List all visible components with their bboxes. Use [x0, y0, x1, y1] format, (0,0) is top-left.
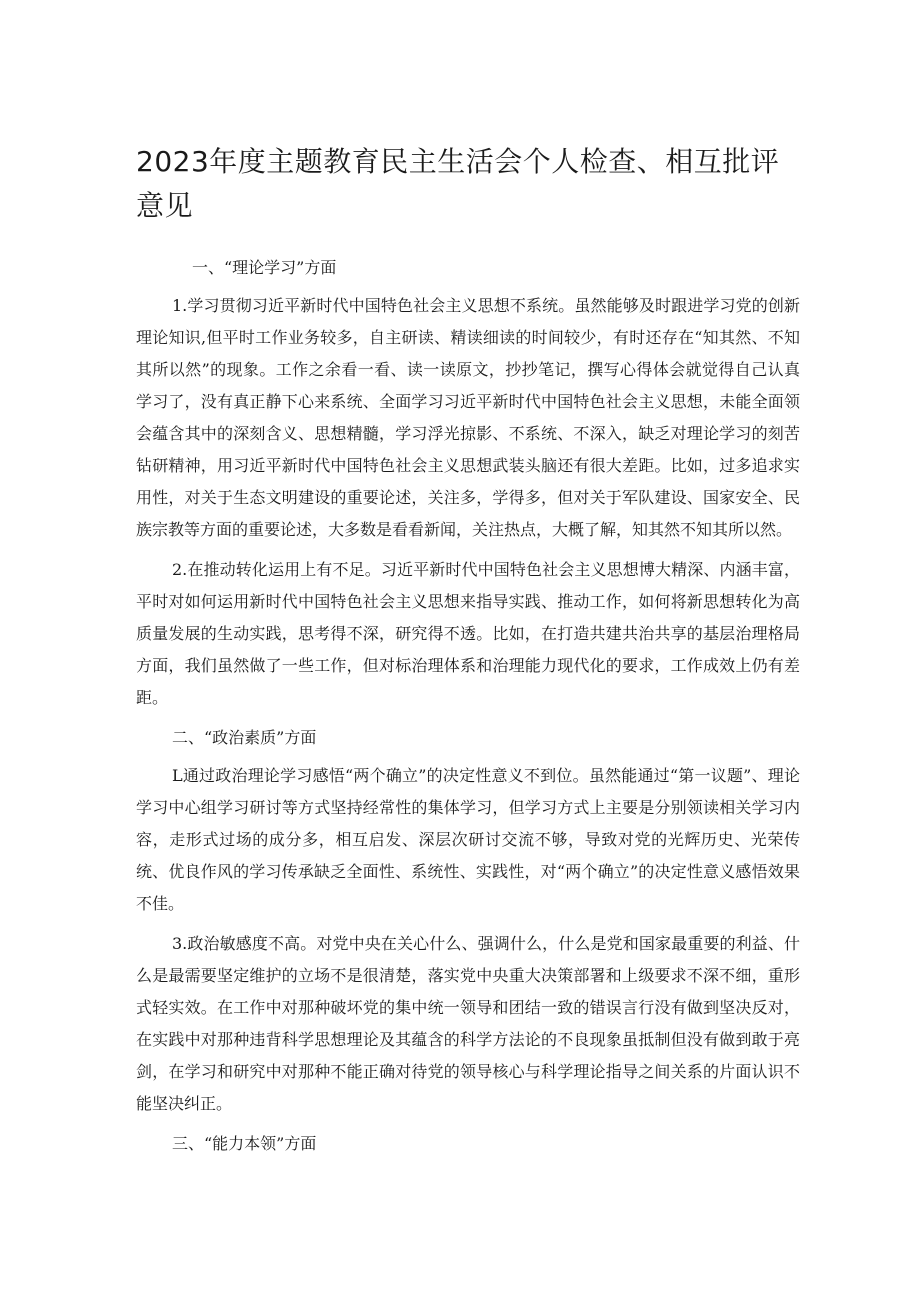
section-heading-political: 二、“政治素质”方面 [172, 728, 317, 747]
paragraph-political-2: 3.政治敏感度不高。对党中央在关心什么、强调什么，什么是党和国家最重要的利益、什么是最需要坚定维护的立场不是很清楚，落实党中央重大决策部署和上级要求不深不细，重形式轻实效。在工作中对那种破坏党的集中统一领导和团结一致的错误言行没有做到坚决反对，在实践中对那种违背科学思想理论及其蕴含的科学方法论的不良现象虽抵制但没有做到敢于亮剑，在学习和研究中对那种不能正确对待党的领导核心与科学理论指导之间关系的片面认识不能坚决纠正。 [136, 934, 800, 1113]
paragraph-theory-1: 1.学习贯彻习近平新时代中国特色社会主义思想不系统。虽然能够及时跟进学习党的创新理论知识,但平时工作业务较多，自主研读、精读细读的时间较少，有时还存在“知其然、不知其所以然”的现象。工作之余看一看、读一读原文，抄抄笔记，撰写心得体会就觉得自己认真学习了，没有真正静下心来系统、全面学习习近平新时代中国特色社会主义思想，未能全面领会蕴含其中的深刻含义、思想精髓，学习浮光掠影、不系统、不深入，缺乏对理论学习的刻苦钻研精神，用习近平新时代中国特色社会主义思想武装头脑还有很大差距。比如，过多追求实用性，对关于生态文明建设的重要论述，关注多，学得多，但对关于军队建设、国家安全、民族宗教等方面的重要论述，大多数是看看新闻，关注热点，大概了解，知其然不知其所以然。 [136, 296, 800, 539]
document-title: 2023年度主题教育民主生活会个人检查、相互批评意见 [136, 145, 780, 222]
document-page [136, 140, 800, 1166]
section-heading-theory: 一、“理论学习”方面 [192, 258, 337, 277]
section-heading-ability: 三、“能力本领”方面 [172, 1134, 317, 1153]
paragraph-political-1: L通过政治理论学习感悟“两个确立”的决定性意义不到位。虽然能通过“第一议题”、理论学习中心组学习研讨等方式坚持经常性的集体学习，但学习方式上主要是分别领读相关学习内容，走形式过场的成分多，相互启发、深层次研讨交流不够，导致对党的光辉历史、光荣传统、优良作风的学习传承缺乏全面性、系统性、实践性，对“两个确立”的决定性意义感悟效果不佳。 [136, 766, 800, 913]
paragraph-theory-2: 2.在推动转化运用上有不足。习近平新时代中国特色社会主义思想博大精深、内涵丰富，平时对如何运用新时代中国特色社会主义思想来指导实践、推动工作，如何将新思想转化为高质量发展的生动实践，思考得不深，研究得不透。比如，在打造共建共治共享的基层治理格局方面，我们虽然做了一些工作，但对标治理体系和治理能力现代化的要求，工作成效上仍有差距。 [136, 560, 800, 707]
